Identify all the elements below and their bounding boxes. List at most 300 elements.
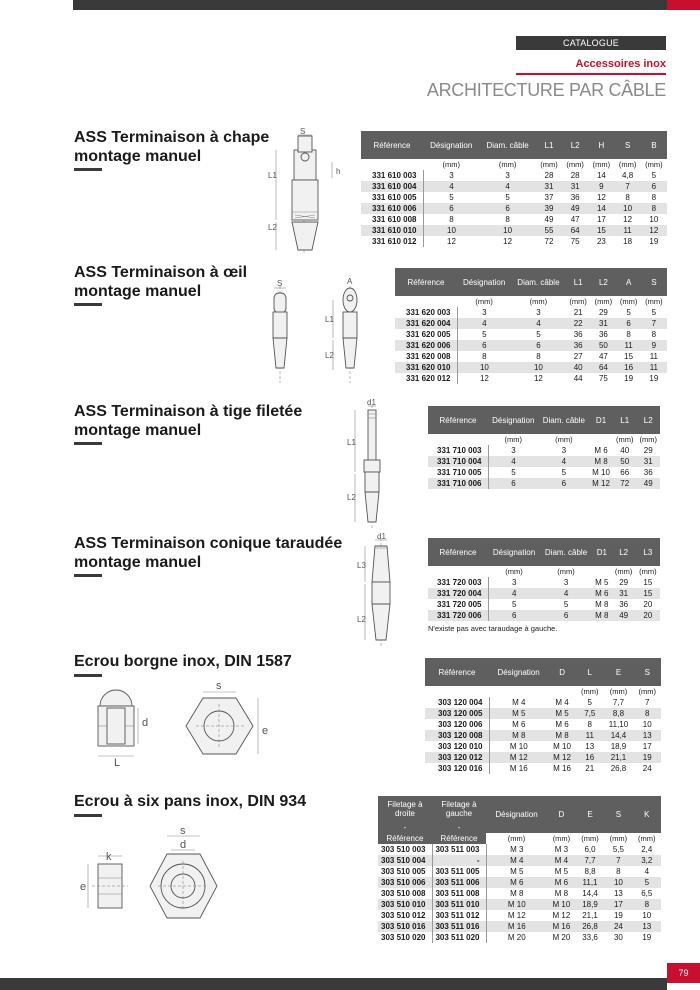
table-cell: M 4: [512, 698, 526, 707]
col-header: S: [604, 796, 632, 833]
reference-cell: 331 620 010: [395, 362, 457, 373]
col-header: Désignation: [488, 538, 540, 566]
table-cell: 31: [536, 181, 562, 192]
table-cell: 36: [619, 600, 629, 609]
reference-cell: 303 510 003: [378, 844, 432, 855]
reference-cell: 331 610 010: [361, 225, 423, 236]
subtitle-underline: [516, 73, 666, 75]
table-cell: 3: [536, 308, 541, 317]
table-cell: 19: [613, 911, 623, 920]
table-row: [378, 921, 661, 932]
table-ecrou-borgne: [425, 658, 661, 774]
bottom-bar: [0, 978, 667, 990]
table-cell: 72: [544, 237, 554, 246]
table-cell: 5: [651, 308, 657, 317]
table-cell: 7,7: [612, 698, 625, 707]
reference-cell: -: [432, 855, 486, 866]
reference-cell: 331 610 012: [361, 236, 423, 247]
table-cell: 33,6: [582, 933, 598, 942]
table-cell: 36: [570, 193, 580, 202]
table-cell: 44: [573, 374, 583, 383]
table-cell: 3: [505, 171, 510, 180]
unit-cell: (mm): [612, 566, 636, 577]
reference-cell: 303 511 005: [432, 866, 486, 877]
table-cell: M 16: [509, 764, 528, 773]
threaded-stud-drawing: [345, 400, 395, 530]
table-cell: 15: [643, 578, 653, 587]
table-cell: 5: [626, 308, 631, 317]
table-row: [428, 577, 660, 588]
col-header: Référence: [361, 131, 423, 159]
col-subheader: Référence: [378, 833, 432, 844]
table-cell: 12: [596, 193, 606, 202]
label-s: S: [277, 279, 283, 288]
table-cell: 12: [479, 374, 489, 383]
label-d: d: [180, 839, 187, 851]
reference-cell: 303 510 012: [378, 910, 432, 921]
label-h: h: [336, 167, 341, 176]
table-cell: M 12: [507, 911, 526, 920]
unit-cell: (mm): [633, 686, 661, 697]
table-cell: 49: [544, 215, 554, 224]
reference-cell: 303 510 020: [378, 932, 432, 943]
col-header: L2: [591, 268, 616, 296]
unit-cell: (mm): [636, 434, 660, 445]
table-ecrou-six-pans: [378, 796, 661, 943]
table-row: [395, 373, 667, 384]
table-cell: 5: [587, 698, 592, 707]
reference-cell: 303 120 016: [425, 763, 489, 774]
table-cell: 50: [613, 456, 637, 467]
table-cell: 19: [649, 237, 659, 246]
table-cell: 7,7: [576, 855, 604, 866]
table-cell: 4: [423, 181, 479, 192]
title-line-1: Ecrou borgne inox, DIN 1587: [74, 653, 292, 670]
section-bar: [74, 674, 102, 677]
col-header: D1: [592, 538, 612, 566]
table-cell: 66: [620, 468, 630, 477]
table-cell: 3,2: [633, 855, 661, 866]
table-cell: 22: [566, 318, 591, 329]
table-cell: M 5: [489, 708, 548, 719]
table-cell: 6: [488, 478, 539, 489]
col-header: Diam. câble: [539, 406, 590, 434]
table-cell: M 6: [594, 446, 608, 455]
table-cell: 6: [479, 203, 535, 214]
table-cell: 26,8: [576, 921, 604, 932]
label-s: s: [216, 680, 222, 692]
col-header: L1: [613, 406, 637, 434]
table-cell: 17: [604, 899, 632, 910]
table-row: [378, 888, 661, 899]
table-row: [425, 697, 661, 708]
table-cell: 36: [643, 468, 653, 477]
table-row: [428, 478, 660, 489]
unit-cell: (mm): [479, 159, 535, 170]
table-cell: 5: [561, 468, 567, 477]
reference-cell: 331 620 012: [395, 373, 457, 384]
unit-cell: (mm): [615, 159, 641, 170]
table-cell: 8: [625, 193, 630, 202]
reference-cell: 331 610 004: [361, 181, 423, 192]
table-cell: 8: [587, 720, 592, 729]
unit-cell: [361, 159, 423, 170]
table-cell: 9: [641, 340, 666, 351]
table-cell: M 8: [510, 889, 524, 898]
col-header: Référence: [428, 406, 488, 434]
unit-cell: (mm): [562, 159, 588, 170]
col-header: S: [615, 131, 641, 159]
table-row: [425, 719, 661, 730]
table-row: [425, 763, 661, 774]
col-header: A: [616, 268, 641, 296]
reference-cell: 331 610 005: [361, 192, 423, 203]
label-l1: L1: [325, 315, 334, 324]
table-cell: 6: [539, 478, 590, 489]
table-cell: 5: [512, 600, 517, 609]
table-cell: 10: [615, 203, 641, 214]
unit-cell: (mm): [604, 833, 632, 844]
table-cell: M 12: [489, 752, 548, 763]
table-cell: 4: [511, 318, 565, 329]
table-cell: M 16: [486, 921, 547, 932]
table-cell: 2,4: [641, 845, 653, 854]
table-cell: 5: [633, 877, 661, 888]
table-cell: 17: [642, 742, 652, 751]
table-cell: 6: [540, 610, 592, 621]
title-line-1: ASS Terminaison à chape: [74, 129, 270, 146]
reference-cell: 331 610 006: [361, 203, 423, 214]
table-cell: 6: [641, 181, 667, 192]
table-row: [395, 307, 667, 318]
table-cell: 19: [649, 374, 659, 383]
table-cell: 31: [562, 181, 588, 192]
label-d: d: [142, 717, 149, 729]
table-cell: 39: [536, 203, 562, 214]
table-cell: M 6: [592, 588, 612, 599]
col-header: B: [641, 131, 667, 159]
table-cell: 8: [641, 203, 667, 214]
table-cell: 29: [598, 308, 608, 317]
table-row: [378, 855, 661, 866]
label-e: e: [80, 881, 87, 893]
table-cell: 8,8: [584, 867, 596, 876]
table-row: [428, 456, 660, 467]
col-header-dash: -: [432, 822, 486, 833]
table-cell: 75: [598, 374, 608, 383]
col-header-dash: -: [378, 822, 432, 833]
reference-cell: 303 510 010: [378, 899, 432, 910]
table-cell: 20: [643, 600, 653, 609]
label-l1: L1: [268, 171, 277, 180]
table-cell: 75: [570, 237, 580, 246]
table-cell: 10: [649, 215, 659, 224]
tapped-terminal-drawing: [355, 534, 405, 649]
table-row: [395, 340, 667, 351]
table-cell: 4: [539, 456, 590, 467]
reference-cell: 303 120 005: [425, 708, 489, 719]
unit-cell: (mm): [540, 566, 592, 577]
unit-cell: (mm): [633, 833, 661, 844]
table-cell: 3: [482, 308, 487, 317]
table-cell: M 3: [554, 845, 569, 854]
table-cell: M 6: [547, 877, 576, 888]
label-l2: L2: [325, 351, 334, 360]
table-cell: 18: [623, 237, 633, 246]
reference-cell: 331 620 008: [395, 351, 457, 362]
table-cell: 14: [596, 171, 606, 180]
unit-cell: (mm): [636, 566, 660, 577]
table-cell: 6: [457, 340, 511, 351]
table-cell: 7: [615, 181, 641, 192]
table-cell: M 10: [592, 468, 610, 477]
table-cell: 16: [616, 362, 641, 373]
table-row: [361, 225, 667, 236]
section-title-oeil: [74, 263, 247, 301]
reference-cell: 303 120 004: [425, 697, 489, 708]
table-tige: [428, 406, 660, 489]
unit-cell: (mm): [536, 159, 562, 170]
table-cell: 15: [588, 225, 614, 236]
col-header: L2: [612, 538, 636, 566]
table-row: [425, 752, 661, 763]
table-cell: M 4: [547, 855, 576, 866]
reference-cell: 303 120 010: [425, 741, 489, 752]
table-cell: M 6: [555, 720, 569, 729]
col-header: Référence: [395, 268, 457, 296]
unit-cell: (mm): [616, 296, 641, 307]
table-cell: 8: [626, 330, 631, 339]
unit-cell: [548, 686, 576, 697]
table-cell: 31: [612, 588, 636, 599]
label-s: S: [300, 127, 306, 136]
page-main-title: ARCHITECTURE PAR CÂBLE: [426, 80, 666, 100]
label-e: e: [262, 725, 269, 737]
title-line-1: ASS Terminaison à œil: [74, 264, 248, 281]
table-cell: 30: [613, 933, 623, 942]
table-cell: M 6: [512, 720, 526, 729]
col-header: Diam. câble: [540, 538, 592, 566]
table-cell: 12: [623, 215, 633, 224]
table-cell: M 10: [486, 899, 547, 910]
table-cell: M 12: [589, 478, 613, 489]
table-cell: 4: [540, 588, 592, 599]
table-cell: M 16: [547, 921, 576, 932]
col-header: Diam. câble: [479, 131, 535, 159]
unit-cell: (mm): [641, 296, 666, 307]
table-row: [361, 203, 667, 214]
table-cell: 6: [511, 340, 565, 351]
top-bar-accent: [667, 0, 700, 10]
catalogue-subtitle: Accessoires inox: [575, 58, 666, 70]
col-header: E: [604, 658, 634, 686]
table-cell: 8: [633, 708, 661, 719]
col-header: L2: [562, 131, 588, 159]
table-row: [361, 236, 667, 247]
table-cell: 47: [598, 352, 608, 361]
table-cell: 8,8: [604, 708, 634, 719]
table-cell: 21,1: [582, 911, 598, 920]
reference-cell: 331 610 008: [361, 214, 423, 225]
table-row: [361, 192, 667, 203]
unit-cell: (mm): [588, 159, 614, 170]
table-cell: 3: [449, 171, 454, 180]
table-cell: 14,4: [604, 730, 634, 741]
reference-cell: 303 510 008: [378, 888, 432, 899]
unit-cell: (mm): [423, 159, 479, 170]
eye-terminal-drawing: [255, 278, 365, 388]
table-cell: M 5: [595, 578, 609, 587]
label-l2: L2: [347, 493, 356, 502]
table-cell: 20: [636, 610, 660, 621]
table-cell: M 8: [592, 610, 612, 621]
col-header: L1: [566, 268, 591, 296]
table-cell: 13: [613, 889, 623, 898]
reference-cell: 331 710 006: [428, 478, 488, 489]
table-cell: M 5: [548, 708, 576, 719]
col-header: Désignation: [486, 796, 547, 833]
unit-cell: (mm): [576, 833, 604, 844]
table-cell: M 10: [509, 742, 528, 751]
unit-cell: (mm): [547, 833, 576, 844]
table-cell: 72: [613, 478, 637, 489]
table-cell: 5: [505, 193, 510, 202]
table-cell: 3: [563, 578, 569, 587]
table-cell: 11: [616, 340, 641, 351]
table-cell: 16: [576, 752, 603, 763]
table-cell: 17: [596, 215, 606, 224]
table-row: [428, 599, 660, 610]
section-title-chape: [74, 128, 269, 166]
unit-cell: [395, 296, 457, 307]
table-cell: M 20: [552, 933, 571, 942]
table-cell: 40: [620, 446, 630, 455]
table-cell: 10: [457, 362, 511, 373]
table-cell: M 10: [553, 742, 571, 751]
table-cell: 7: [645, 698, 650, 707]
table-cell: M 5: [554, 867, 569, 876]
table-row: [378, 844, 661, 855]
table-cell: 12: [641, 225, 667, 236]
table-row: [428, 445, 660, 456]
col-header: Désignation: [489, 658, 548, 686]
table-cell: M 8: [595, 600, 609, 609]
table-cell: 8: [505, 215, 510, 224]
table-cell: 11: [576, 730, 603, 741]
table-cell: 23: [596, 237, 606, 246]
table-cell: 10: [423, 225, 479, 236]
table-cell: 24: [604, 921, 632, 932]
table-cell: 9: [588, 181, 614, 192]
table-cell: 5: [536, 330, 541, 339]
reference-cell: 303 511 016: [432, 921, 486, 932]
unit-cell: [592, 566, 612, 577]
table-cell: 12: [503, 237, 513, 246]
table-cell: 7: [604, 855, 632, 866]
table-cell: 6,0: [584, 845, 596, 854]
label-l: L: [114, 757, 121, 769]
unit-cell: (mm): [511, 296, 565, 307]
label-a: A: [347, 277, 353, 286]
table-cell: 7,5: [576, 708, 603, 719]
table-cell: 19: [624, 374, 634, 383]
table-cell: 4: [644, 867, 650, 876]
table-cell: 55: [536, 225, 562, 236]
table-cell: 15: [636, 588, 660, 599]
table-cell: 3: [512, 578, 517, 587]
table-cell: 29: [643, 446, 653, 455]
table-cell: M 10: [547, 899, 576, 910]
top-bar: [73, 0, 667, 10]
reference-cell: 303 511 008: [432, 888, 486, 899]
col-header: L3: [636, 538, 660, 566]
table-cell: M 8: [548, 730, 576, 741]
section-title-conique: [74, 534, 342, 572]
reference-cell: 331 720 006: [428, 610, 488, 621]
table-cell: M 5: [510, 867, 524, 876]
label-d1: d1: [377, 532, 386, 541]
col-header: Référence: [428, 538, 488, 566]
table-cell: M 20: [507, 933, 526, 942]
table-cell: 5,5: [612, 845, 624, 854]
table-cell: 21: [573, 308, 583, 317]
table-cell: 4,8: [622, 171, 634, 180]
unit-cell: (mm): [576, 686, 603, 697]
chape-terminal-drawing: [262, 127, 352, 260]
reference-cell: 331 620 004: [395, 318, 457, 329]
section-bar: [74, 814, 102, 817]
table-cell: 36: [566, 340, 591, 351]
table-row: [428, 467, 660, 478]
table-cell: 6,5: [641, 889, 653, 898]
table-cell: 14,4: [582, 889, 598, 898]
col-header: Filetage à gauche: [432, 796, 486, 822]
col-header: Désignation: [457, 268, 511, 296]
table-conique: [428, 538, 660, 621]
table-cell: 7: [641, 318, 666, 329]
table-cell: 13: [585, 742, 595, 751]
table-row: [378, 866, 661, 877]
unit-cell: [428, 566, 488, 577]
table-row: [361, 170, 667, 181]
unit-cell: (mm): [457, 296, 511, 307]
section-bar: [74, 168, 102, 171]
section-bar: [74, 303, 102, 306]
reference-cell: 331 710 003: [428, 445, 488, 456]
table-cell: 19: [633, 752, 661, 763]
col-header: H: [588, 131, 614, 159]
col-header: L2: [636, 406, 660, 434]
table-cell: 50: [591, 340, 616, 351]
table-cell: 4: [488, 456, 539, 467]
col-header: Filetage à droite: [378, 796, 432, 822]
table-cell: 5: [449, 193, 454, 202]
table-cell: 11: [615, 225, 641, 236]
unit-cell: (mm): [488, 434, 539, 445]
table-cell: 10: [479, 225, 535, 236]
table-row: [378, 899, 661, 910]
table-cell: 49: [612, 610, 636, 621]
unit-cell: (mm): [641, 159, 667, 170]
table-cell: M 12: [552, 911, 571, 920]
table-cell: 8: [449, 215, 454, 224]
table-cell: 28: [544, 171, 554, 180]
col-header: Désignation: [423, 131, 479, 159]
unit-cell: (mm): [566, 296, 591, 307]
reference-cell: 331 610 003: [361, 170, 423, 181]
table-cell: 11: [649, 352, 659, 361]
label-l2: L2: [357, 615, 366, 624]
